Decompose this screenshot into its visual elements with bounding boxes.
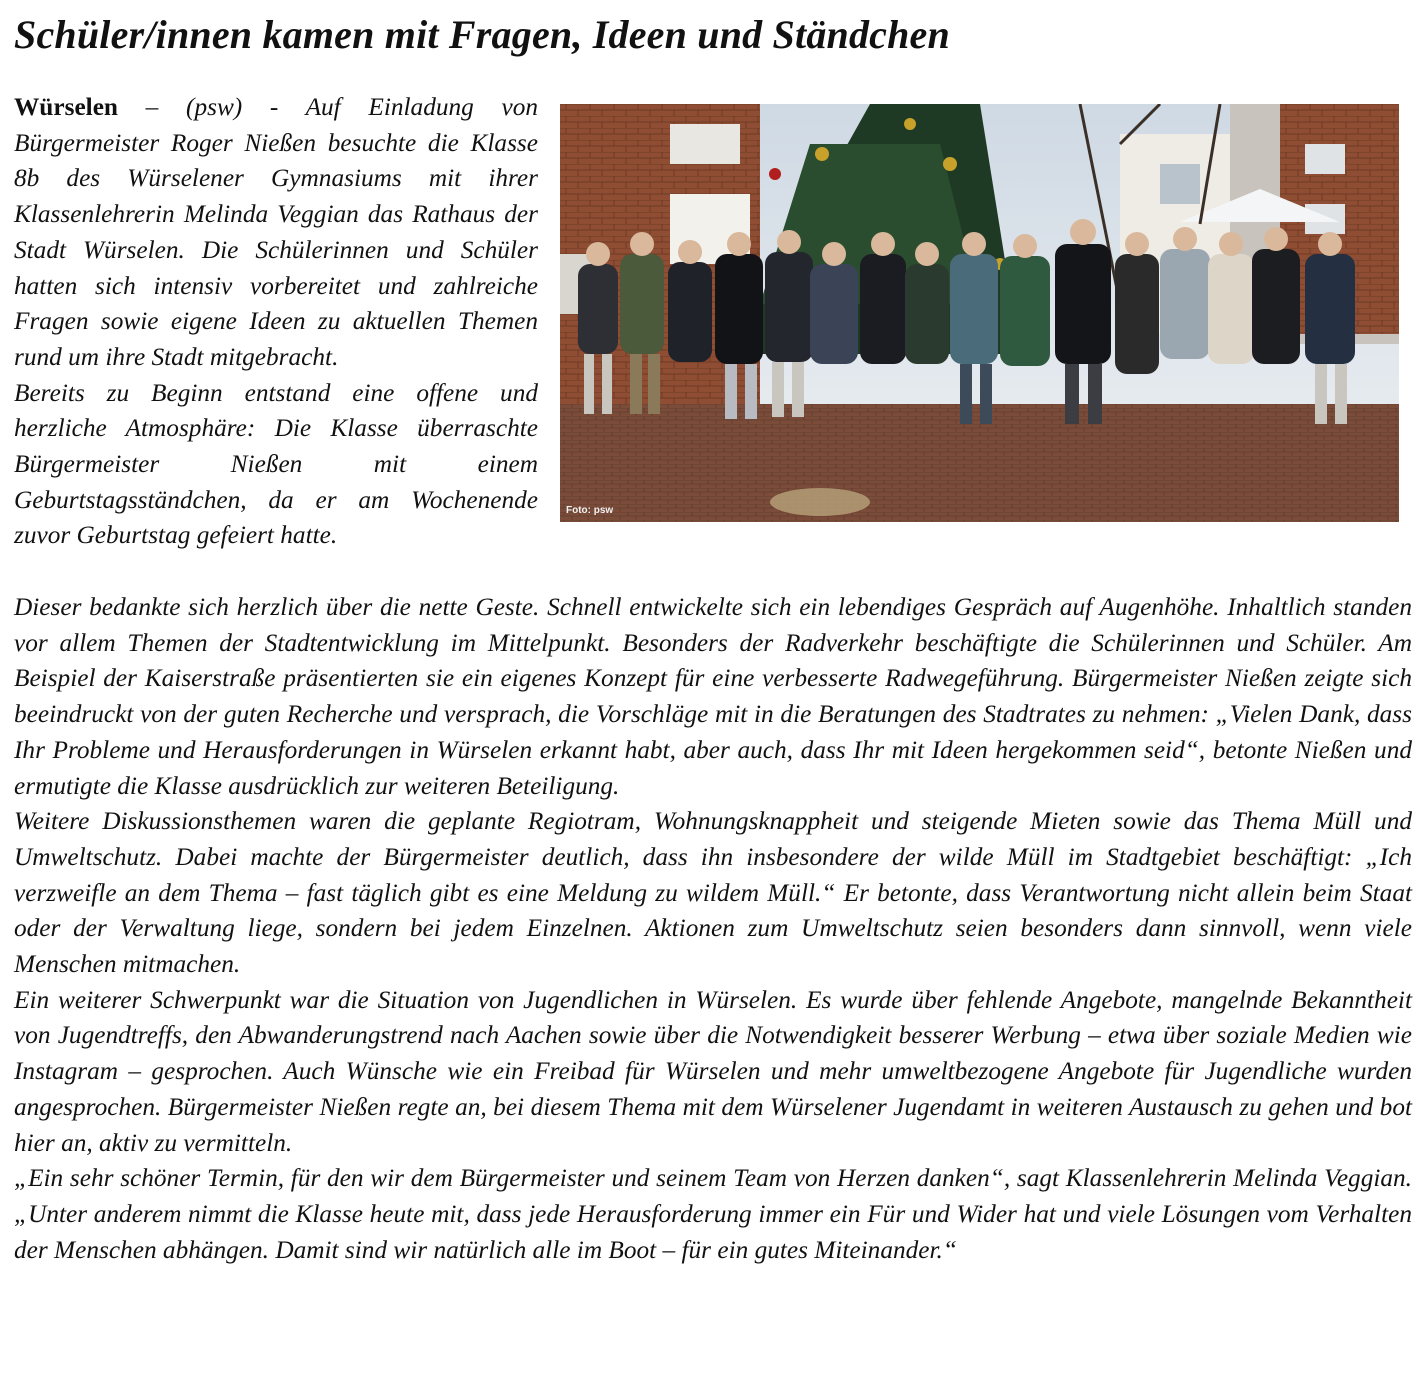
paragraph-4: Weitere Diskussionsthemen waren die geplante Regiotram, Wohnungsknappheit und steigende Mieten sowie das Thema Müll und Umweltschutz. Dabei machte der Bürgermeister deutlich, dass ihn insbesondere der wilde Müll im Stadtgebiet beschäftigt: „Ich verzweifle an dem Thema – fast täglich gibt es eine Meldung zu wildem Müll.“ Er betonte, dass Verantwortung nicht allein beim Staat oder der Verwaltung liege, sondern bei jedem Einzelnen. Aktionen zum Umweltschutz seien besonders dann sinnvoll, wenn viele Menschen mitmachen. bbox=[14, 807, 1412, 979]
lead-paragraph bbox=[14, 90, 538, 376]
lead-paragraph-text: – (psw) - Auf Einladung von Bürgermeister Roger Nießen besuchte die Klasse 8b des Würselener Gymnasiums mit ihrer Klassenlehrerin Melinda Veggian das Rathaus der Stadt Würselen. Die Schülerinnen und Schüler hatten sich intensiv vorbereitet und zahlreiche Fragen sowie eigene Ideen zu aktuellen Themen rund um ihre Stadt mitgebracht. bbox=[14, 93, 538, 371]
paragraph-5: Ein weiterer Schwerpunkt war die Situation von Jugendlichen in Würselen. Es wurde über fehlende Angebote, mangelnde Bekanntheit von Jugendtreffs, den Abwanderungstrend nach Aachen sowie über die Notwendigkeit besserer Werbung – etwa über soziale Medien wie Instagram – gesprochen. Auch Wünsche wie ein Freibad für Würselen und mehr umweltbezogene Angebote für Jugendliche wurden angesprochen. Bürgermeister Nießen regte an, bei diesem Thema mit dem Würselener Jugendamt in weiteren Austausch zu gehen und bot hier an, aktiv zu vermitteln. bbox=[14, 985, 1412, 1157]
paragraph-2: Bereits zu Beginn entstand eine offene und herzliche Atmosphäre: Die Klasse überraschte Bürgermeister Nießen mit einem Geburtstagsständchen, da er am Wochenende zuvor Geburtstag gefeiert hatte. bbox=[14, 378, 538, 550]
photo-credit: Foto: psw bbox=[566, 505, 614, 516]
paragraph-3: Dieser bedankte sich herzlich über die nette Geste. Schnell entwickelte sich ein lebendiges Gespräch auf Augenhöhe. Inhaltlich standen vor allem Themen der Stadtentwicklung im Mittelpunkt. Besonders der Radverkehr beschäftigte die Schülerinnen und Schüler. Am Beispiel der Kaiserstraße präsentierten sie ein eigenes Konzept für eine verbesserte Radwegeführung. Bürgermeister Nießen zeigte sich beeindruckt von der guten Recherche und versprach, die Vorschläge mit in die Beratungen des Stadtrates zu nehmen: „Vielen Dank, dass Ihr Probleme und Herausforderungen in Würselen erkannt habt, aber auch, dass Ihr mit Ideen hergekommen seid“, betonte Nießen und ermutigte die Klasse ausdrücklich zur weiteren Beteiligung. bbox=[14, 593, 1412, 800]
main-text bbox=[14, 590, 1412, 1268]
paragraph-6: „Ein sehr schöner Termin, für den wir dem Bürgermeister und seinem Team von Herzen danken“, sagt Klassenlehrerin Melinda Veggian. „Unter anderem nimmt die Klasse heute mit, dass jede Herausforderung immer ein Für und Wider hat und viele Lösungen vom Verhalten der Menschen abhängen. Damit sind wir natürlich alle im Boot – für ein gutes Miteinander.“ bbox=[14, 1164, 1412, 1264]
dateline: Würselen bbox=[14, 93, 118, 121]
headline: Schüler/innen kamen mit Fragen, Ideen und Ständchen bbox=[14, 12, 950, 57]
lead-column bbox=[14, 90, 538, 554]
group-photo bbox=[560, 104, 1399, 522]
group-photo-illustration bbox=[560, 104, 1399, 522]
